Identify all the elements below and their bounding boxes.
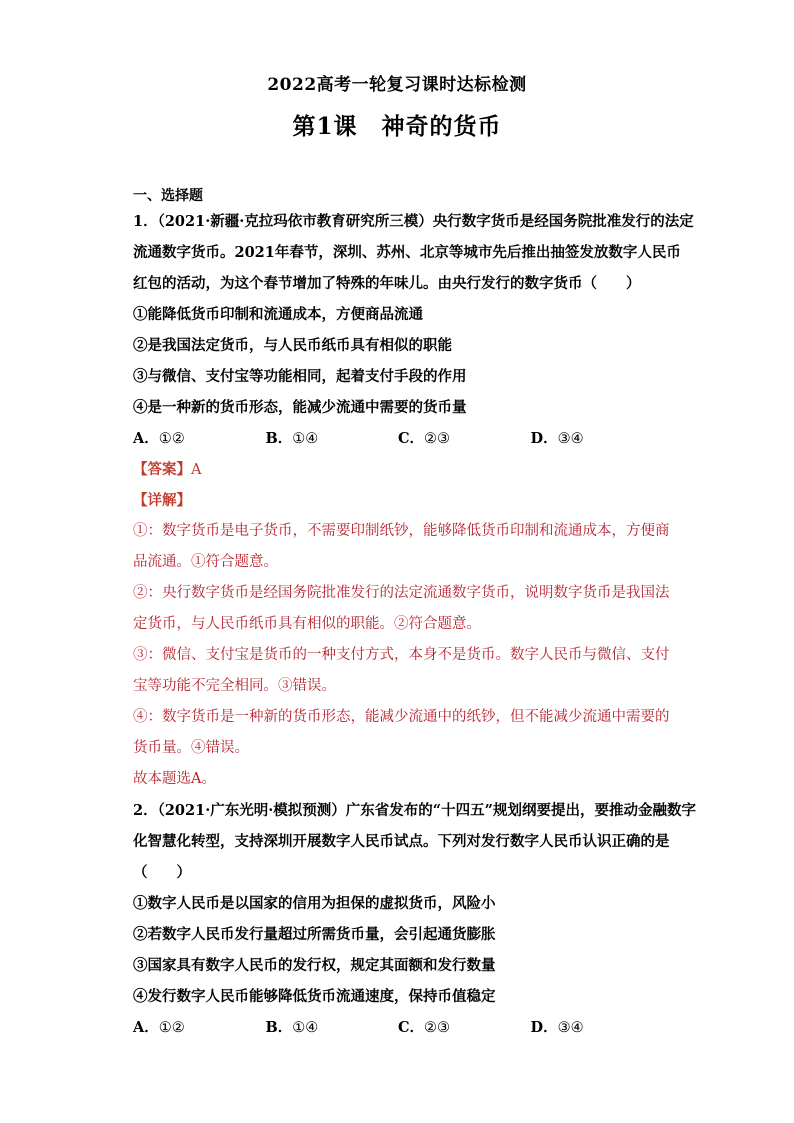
explanation-line: 品流通。①符合题意。 (133, 554, 278, 570)
answer-tag: 【答案】 (133, 461, 191, 478)
answer-options (133, 423, 663, 454)
option-d: D．③④ (530, 1019, 584, 1036)
option-a: A．①② (133, 1019, 185, 1036)
option-d: D．③④ (530, 430, 584, 447)
question-stem-line: 红包的活动，为这个春节增加了特殊的年味儿。由央行发行的数字货币（ ） (133, 275, 641, 292)
explanation-line: ④：数字货币是一种新的货币形态，能减少流通中的纸钞，但不能减少流通中需要的 (133, 709, 670, 725)
option-c: C．②③ (398, 1019, 451, 1036)
question-stem-line: （ ） (133, 864, 191, 881)
option-b: B．①④ (265, 1019, 319, 1036)
statement-item: ②若数字人民币发行量超过所需货币量，会引起通货膨胀 (133, 926, 496, 943)
question-2 (133, 795, 696, 1043)
explanation-line: ③：微信、支付宝是货币的一种支付方式，本身不是货币。数字人民币与微信、支付 (133, 647, 670, 663)
option-b: B．①④ (265, 430, 319, 447)
statement-item: ③国家具有数字人民币的发行权，规定其面额和发行数量 (133, 957, 496, 974)
statement-item: ②是我国法定货币，与人民币纸币具有相似的职能 (133, 337, 452, 354)
statement-item: ①能降低货币印制和流通成本，方便商品流通 (133, 306, 423, 323)
question-stem-line: 1．（2021·新疆·克拉玛依市教育研究所三模）央行数字货币是经国务院批准发行的法定 (133, 213, 694, 230)
question-stem-line: 化智慧化转型，支持深圳开展数字人民币试点。下列对发行数字人民币认识正确的是 (133, 833, 670, 850)
explanation-line: 定货币，与人民币纸币具有相似的职能。②符合题意。 (133, 616, 481, 632)
explanation-line: ①：数字货币是电子货币，不需要印制纸钞，能够降低货币印制和流通成本，方便商 (133, 523, 670, 539)
document-body (133, 186, 696, 1043)
option-a: A．①② (133, 430, 185, 447)
detail-tag: 【详解】 (133, 492, 191, 509)
conclusion-line: 故本题选A。 (133, 771, 216, 787)
explanation-line: ②：央行数字货币是经国务院批准发行的法定流通数字货币，说明数字货币是我国法 (133, 585, 670, 601)
answer-line (133, 454, 663, 485)
lesson-title: 第1课 神奇的货币 (292, 113, 502, 140)
statement-item: ④是一种新的货币形态，能减少流通中需要的货币量 (133, 399, 467, 416)
document-title: 2022高考一轮复习课时达标检测 (267, 75, 527, 95)
answer-value: A (191, 462, 202, 478)
question-stem-line: 流通数字货币。2021年春节，深圳、苏州、北京等城市先后推出抽签发放数字人民币 (133, 244, 681, 261)
answer-options (133, 1012, 663, 1043)
section-heading: 一、选择题 (133, 188, 203, 204)
question-1 (133, 206, 694, 795)
option-c: C．②③ (398, 430, 451, 447)
statement-item: ①数字人民币是以国家的信用为担保的虚拟货币，风险小 (133, 895, 496, 912)
question-stem-line: 2．（2021·广东光明·模拟预测）广东省发布的“十四五”规划纲要提出，要推动金融数字 (133, 802, 696, 819)
statement-item: ④发行数字人民币能够降低货币流通速度，保持币值稳定 (133, 988, 496, 1005)
explanation-line: 宝等功能不完全相同。③错误。 (133, 678, 336, 694)
statement-item: ③与微信、支付宝等功能相同，起着支付手段的作用 (133, 368, 467, 385)
explanation-line: 货币量。④错误。 (133, 740, 249, 756)
